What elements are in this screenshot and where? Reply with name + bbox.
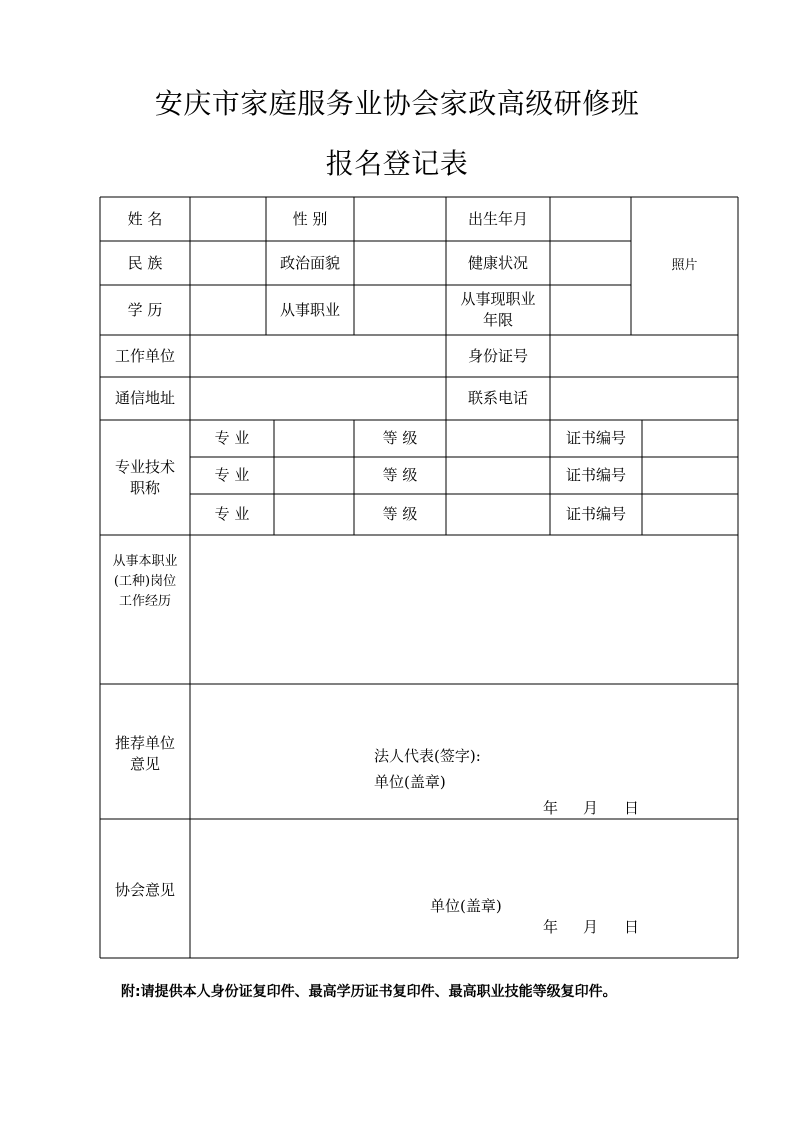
gender-label: 性 别 <box>292 209 328 228</box>
work-experience-line1: 从事本职业 <box>112 554 178 569</box>
tech-grade-label: 等 级 <box>382 466 418 484</box>
tech-grade-label: 等 级 <box>382 505 418 523</box>
association-date-month: 月 <box>583 918 599 936</box>
tech-title-line1: 专业技术 <box>114 457 175 476</box>
phone-input[interactable] <box>550 377 738 420</box>
association-opinion-input[interactable] <box>190 819 738 958</box>
recommend-date-month: 月 <box>583 799 599 817</box>
tech-cert-label: 证书编号 <box>565 429 626 447</box>
years-in-occupation-label <box>446 285 550 335</box>
years-in-occupation-input[interactable] <box>550 285 631 335</box>
association-date-day: 日 <box>624 918 640 936</box>
work-experience-label <box>100 552 190 618</box>
form-title: 安庆市家庭服务业协会家政高级研修班 <box>154 87 640 120</box>
tech-grade-label: 等 级 <box>382 429 418 447</box>
tech-grade-input[interactable] <box>446 494 550 535</box>
photo-box[interactable] <box>631 197 738 335</box>
health-input[interactable] <box>550 241 631 285</box>
tech-cert-input[interactable] <box>642 420 738 457</box>
tech-cert-input[interactable] <box>642 494 738 535</box>
association-unit-seal-label: 单位(盖章) <box>430 897 502 915</box>
tech-grade-input[interactable] <box>446 457 550 494</box>
address-label: 通信地址 <box>114 389 175 407</box>
photo-label: 照片 <box>671 258 698 273</box>
years-label-line2: 年限 <box>482 311 513 329</box>
form-subtitle: 报名登记表 <box>325 147 469 180</box>
tech-cert-label: 证书编号 <box>565 466 626 484</box>
tech-major-label: 专 业 <box>214 466 250 484</box>
recommend-date-year: 年 <box>543 799 559 817</box>
workplace-input[interactable] <box>190 335 446 377</box>
tech-major-label: 专 业 <box>214 429 250 447</box>
education-label: 学 历 <box>127 300 163 319</box>
occupation-label: 从事职业 <box>279 300 340 319</box>
recommend-label-line2: 意见 <box>129 755 160 773</box>
work-experience-line3: 工作经历 <box>118 594 171 609</box>
recommend-opinion-label <box>100 727 190 781</box>
recommend-unit-seal-label: 单位(盖章) <box>374 773 446 791</box>
legal-rep-signature-label: 法人代表(签字): <box>374 747 481 765</box>
work-experience-line2: (工种)岗位 <box>113 574 177 589</box>
association-opinion-label: 协会意见 <box>114 880 175 899</box>
association-date-year: 年 <box>543 918 559 936</box>
id-number-label: 身份证号 <box>467 346 528 365</box>
tech-major-label: 专 业 <box>214 505 250 523</box>
work-experience-input[interactable] <box>190 535 738 684</box>
workplace-label: 工作单位 <box>114 346 175 365</box>
address-input[interactable] <box>190 377 446 420</box>
years-label-line1: 从事现职业 <box>460 290 536 308</box>
phone-label: 联系电话 <box>467 389 528 407</box>
birth-date-label: 出生年月 <box>467 209 528 228</box>
birth-date-input[interactable] <box>550 197 631 241</box>
tech-title-line2: 职称 <box>129 478 160 497</box>
id-number-input[interactable] <box>550 335 738 377</box>
education-input[interactable] <box>190 285 266 335</box>
name-input[interactable] <box>190 197 266 241</box>
tech-major-input[interactable] <box>274 457 354 494</box>
tech-grade-input[interactable] <box>446 420 550 457</box>
recommend-label-line1: 推荐单位 <box>114 734 175 752</box>
tech-cert-label: 证书编号 <box>565 505 626 523</box>
ethnicity-input[interactable] <box>190 241 266 285</box>
political-status-input[interactable] <box>354 241 446 285</box>
tech-major-input[interactable] <box>274 420 354 457</box>
ethnicity-label: 民 族 <box>127 253 163 272</box>
occupation-input[interactable] <box>354 285 446 335</box>
health-label: 健康状况 <box>467 253 528 272</box>
tech-title-label <box>100 420 190 535</box>
tech-major-input[interactable] <box>274 494 354 535</box>
name-label: 姓 名 <box>127 209 163 228</box>
footnote: 附:请提供本人身份证复印件、最高学历证书复印件、最高职业技能等级复印件。 <box>121 984 617 1000</box>
recommend-date-day: 日 <box>624 799 640 817</box>
gender-input[interactable] <box>354 197 446 241</box>
tech-cert-input[interactable] <box>642 457 738 494</box>
political-status-label: 政治面貌 <box>279 253 340 272</box>
